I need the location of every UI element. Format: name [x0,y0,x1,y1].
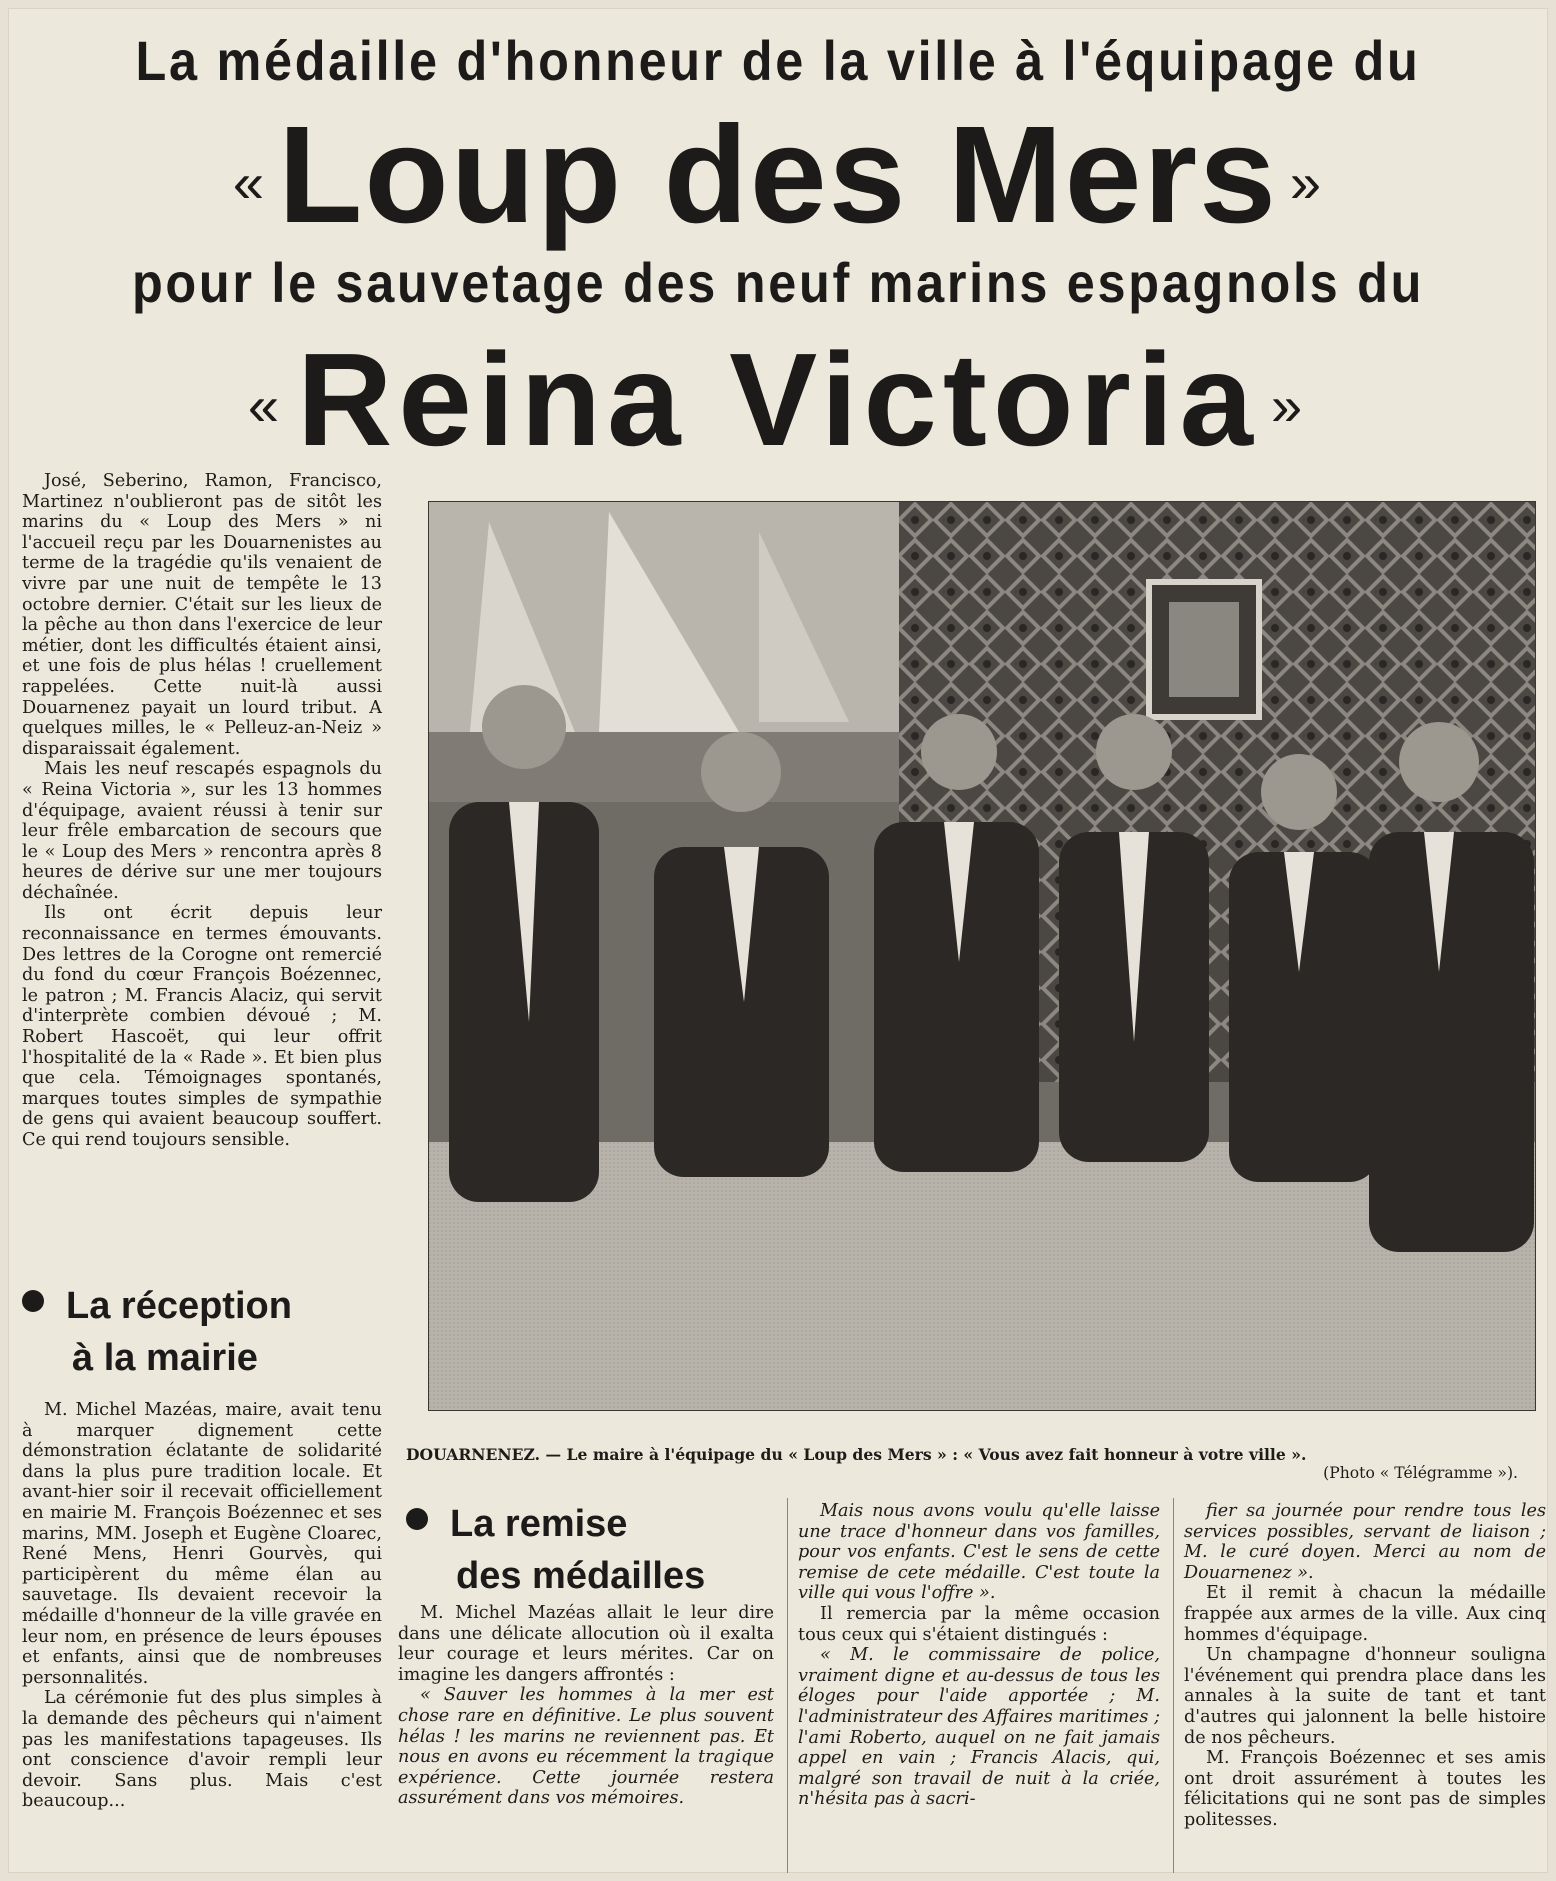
intro-paragraph: Mais les neuf rescapés espagnols du « Reina Victoria », sur les 13 hommes d'équipage, avaient réussi à tenir sur leur frêle embarcation de secours que le « Loup des Mers » rencontra après 8 heures de dérive sur une mer toujours déchaînée. [22,759,382,903]
crew-photo [428,501,1536,1411]
headline-loup-des-mers: Loup des Mers [278,98,1278,252]
body-paragraph: M. François Boézennec et ses amis ont droit assurément à toutes les félicitations qui ne sont pas de simples politesses. [1184,1748,1546,1830]
headline-line-1: La médaille d'honneur de la ville à l'équipage du [135,29,1421,92]
column-divider [1173,1498,1174,1873]
newspaper-clipping [8,8,1548,1873]
body-paragraph: Un champagne d'honneur souligna l'événement qui prendra place dans les annales à la suite de tant et tant d'autres qui jalonnent la belle histoire de nos pêcheurs. [1184,1645,1546,1748]
body-paragraph: Il remercia par la même occasion tous ceux qui s'étaient distingués : [798,1603,1160,1645]
medailles-column [398,1603,774,1809]
body-paragraph: M. Michel Mazéas, maire, avait tenu à marquer dignement cette démonstration éclatante de solidarité dans la plus pure tradition locale. Et avant-hier soir il recevait officiellement en mairie M. François Boézennec et ses marins, MM. Joseph et Eugène Cloarec, René Mens, Henri Gourvès, qui participèrent du même élan au sauvetage. Ils devaient recevoir la médaille d'honneur de la ville gravée en leur nom, en présence de leurs épouses et enfants, ainsi que de nombreuses personnalités. [22,1400,382,1688]
intro-paragraph: José, Seberino, Ramon, Francisco, Martinez n'oublieront pas de sitôt les marins du « Loup des Mers » ni l'accueil reçu par les Douarnenistes au terme de la tragédie qu'ils venaient de vivre par une nuit de tempête le 13 octobre dernier. C'était sur les lieux de la pêche au thon dans l'exercice de leur métier, dont les difficultés étaient ainsi, et une fois de plus hélas ! cruellement rappelées. Cette nuit-là aussi Douarnenez payait un lourd tribut. A quelques milles, le « Pelleuz-an-Neiz » disparaissait également. [22,471,382,759]
headline-line-3: pour le sauvetage des neuf marins espagnols du [131,251,1425,314]
bullet-icon [22,1290,44,1312]
body-paragraph: Et il remit à chacun la médaille frappée aux armes de la ville. Aux cinq hommes d'équipage. [1184,1583,1546,1645]
open-quote-2: « [247,374,286,438]
close-quote: » [1289,151,1324,215]
body-paragraph: La cérémonie fut des plus simples à la demande des pêcheurs qui n'aiment pas les manifestations tapageuses. Ils ont conscience d'avoir rempli leur devoir. Sans plus. Mais c'est beaucoup... [22,1688,382,1812]
body-paragraph: M. Michel Mazéas allait le leur dire dans une délicate allocution où il exalta leur courage et leurs mérites. Car on imagine les dangers affrontés : [398,1603,774,1685]
bullet-icon [406,1508,428,1530]
headline-reina-victoria: Reina Victoria [297,326,1259,473]
crew-photo-illustration [429,502,1535,1410]
section-heading-reception: La réception à la mairie [22,1280,382,1384]
quote-paragraph: Mais nous avons voulu qu'elle laisse une trace d'honneur dans vos familles, pour vos enfants. C'est le sens de cette remise de cete médaille. C'est toute la ville qui vous l'offre ». [798,1501,1160,1604]
reception-column [22,1400,382,1812]
column-divider [787,1498,788,1873]
photo-credit: (Photo « Télégramme »). [1323,1464,1518,1482]
column-four [1184,1501,1546,1831]
quote-paragraph: « Sauver les hommes à la mer est chose rare en définitive. Le plus souvent hélas ! les marins ne reviennent pas. Et nous en avons eu récemment la tragique expérience. Cette journée restera assurément dans vos mémoires. [398,1685,774,1809]
close-quote-2: » [1270,374,1309,438]
intro-paragraph: Ils ont écrit depuis leur reconnaissance en termes émouvants. Des lettres de la Corogne ont remercié du fond du cœur François Boézennec, le patron ; M. Francis Alaciz, qui servit d'interprète combien dévoué ; M. Robert Hascoët, qui leur offrit l'hospitalité de la « Rade ». Et bien plus que cela. Témoignages spontanés, marques toutes simples de sympathie de gens qui avaient beaucoup souffert. Ce qui rend toujours sensible. [22,903,382,1150]
open-quote: « [232,151,267,215]
section-heading-medailles: La remise des médailles [406,1498,782,1602]
column-three [798,1501,1160,1810]
headline-line-4 [8,326,1548,476]
quote-paragraph: fier sa journée pour rendre tous les services possibles, servant de liaison ; M. le curé doyen. Merci au nom de Douarnenez ». [1184,1501,1546,1583]
quote-paragraph: « M. le commissaire de police, vraiment digne et au-dessus de tous les éloges pour l'aide apportée ; M. l'administrateur des Affaires maritimes ; l'ami Roberto, auquel on ne fait jamais appel en vain ; Francis Alacis, qui, malgré son travail de nuit à la criée, n'hésita pas à sacri- [798,1645,1160,1810]
photo-caption: DOUARNENEZ. — Le maire à l'équipage du « Loup des Mers » : « Vous avez fait honneur à votre ville ». (Photo « Télégramme »). [406,1445,1518,1482]
intro-column [22,471,382,1151]
headline-line-2 [8,100,1548,258]
